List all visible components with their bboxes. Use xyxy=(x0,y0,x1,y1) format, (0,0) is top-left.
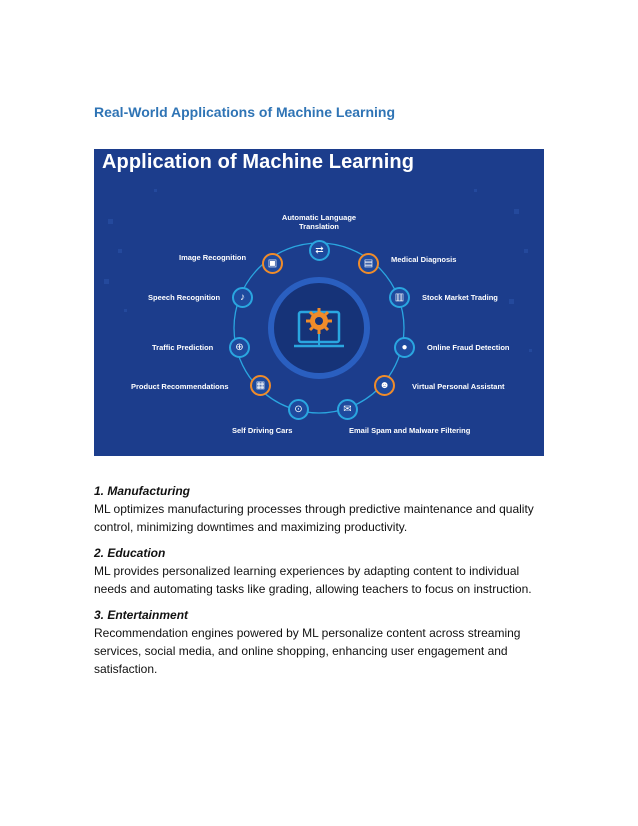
label-product-recommendations: Product Recommendations xyxy=(131,382,229,391)
label-image-recognition: Image Recognition xyxy=(179,253,247,262)
microphone-icon: ♪ xyxy=(232,287,253,308)
label-self-driving-cars: Self Driving Cars xyxy=(232,426,293,435)
clipboard-icon: ▤ xyxy=(358,253,379,274)
label-automatic-language-translation: Automatic Language Translation xyxy=(281,213,357,231)
section-heading: 1. Manufacturing xyxy=(94,484,191,498)
section-education xyxy=(94,544,554,598)
ml-applications-infographic xyxy=(94,149,544,456)
infographic-title: Application of Machine Learning xyxy=(102,151,415,173)
section-heading: 2. Education xyxy=(94,546,166,560)
fraud-users-icon: ● xyxy=(394,337,415,358)
translate-icon: ⇄ xyxy=(309,240,330,261)
section-heading: 3. Entertainment xyxy=(94,608,189,622)
car-icon: ⊙ xyxy=(288,399,309,420)
infographic-graphics xyxy=(94,149,544,456)
label-speech-recognition: Speech Recognition xyxy=(148,293,221,302)
label-online-fraud-detection: Online Fraud Detection xyxy=(427,343,510,352)
assistant-person-icon: ☻ xyxy=(374,375,395,396)
label-email-spam-filtering: Email Spam and Malware Filtering xyxy=(349,426,471,435)
label-medical-diagnosis: Medical Diagnosis xyxy=(391,255,457,264)
section-body: ML optimizes manufacturing processes through predictive maintenance and quality control, minimizing downtimes and maximizing productivity. xyxy=(94,502,534,534)
label-stock-market-trading: Stock Market Trading xyxy=(422,293,498,302)
traffic-icon: ⊕ xyxy=(229,337,250,358)
image-icon: ▣ xyxy=(262,253,283,274)
email-icon: ✉ xyxy=(337,399,358,420)
section-entertainment xyxy=(94,606,554,678)
label-traffic-prediction: Traffic Prediction xyxy=(152,343,214,352)
page-title: Real-World Applications of Machine Learning xyxy=(94,104,396,120)
product-icon: ▦ xyxy=(250,375,271,396)
stock-chart-icon: ▥ xyxy=(389,287,410,308)
section-manufacturing xyxy=(94,482,554,536)
section-body: ML provides personalized learning experiences by adapting content to individual needs and automating tasks like grading, allowing teachers to focus on instruction. xyxy=(94,564,532,596)
section-body: Recommendation engines powered by ML personalize content across streaming services, social media, and online shopping, enhancing user engagement and satisfaction. xyxy=(94,626,521,676)
label-virtual-personal-assistant: Virtual Personal Assistant xyxy=(412,382,505,391)
